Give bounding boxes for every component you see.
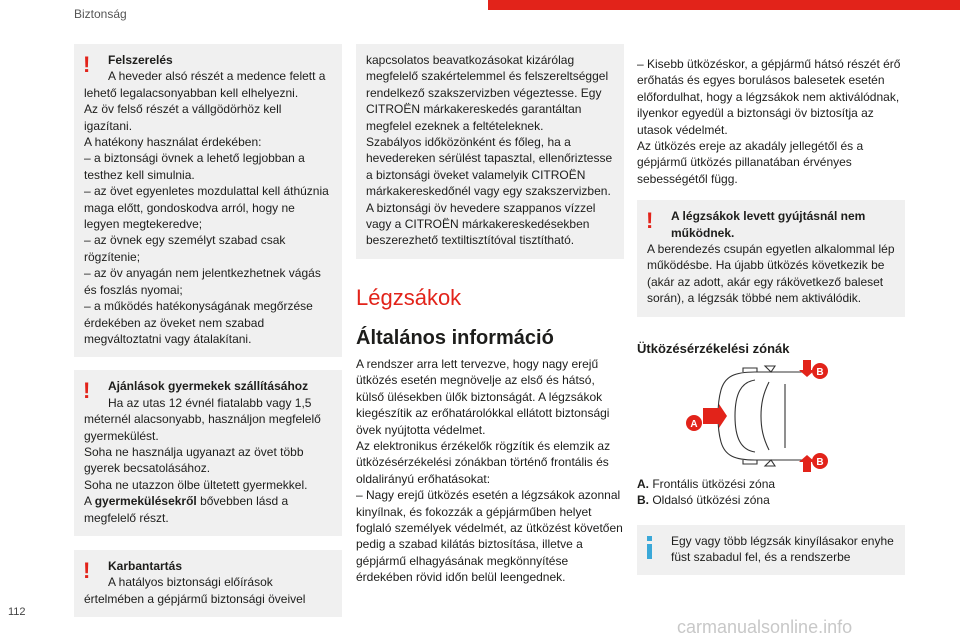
box-line: – az övet egyenletes mozdulattal kell áthúznia maga előtt, gondoskodva arról, hogy ne legyen megtekeredve; [84,184,329,232]
legend-text: Oldalsó ütközési zóna [652,493,770,508]
warning-icon: ! [646,208,654,234]
section-header: Biztonság [74,7,127,21]
body-text [356,356,624,586]
column-left [74,44,342,617]
info-icon [647,536,652,560]
paragraph: Az ütközés ereje az akadály jellegétől és a gépjármű ütközés pillanatában érvényes sebességétől függ. [637,139,864,186]
zone-b-label-top: B [816,366,824,378]
box-line: Egy vagy több légzsák kinyílásakor enyhe füst szabadul fel, és a rendszerbe [671,533,894,564]
warning-box-children [74,370,342,536]
section-heading-airbags: Légzsákok [356,284,462,310]
car-top-view-diagram [637,360,905,472]
box-line: Soha ne utazzon ölbe ültetett gyermekkel. [84,477,308,492]
warning-title: Felszerelés [108,53,173,67]
box-line: A hatékony használat érdekében: [84,135,262,150]
warning-box-ignition [637,200,905,316]
warning-box-continued [356,44,624,259]
warning-title: Ajánlások gyermekek szállításához [108,379,309,394]
warning-icon: ! [83,557,91,583]
watermark: carmanualsonline.info [677,617,853,637]
legend-text: Frontális ütközési zóna [652,476,776,491]
column-middle [356,44,624,586]
warning-icon: ! [83,378,91,404]
legend-item [637,492,905,508]
warning-title: A légzsákok levett gyújtásnál nem működnek. [671,209,866,240]
box-line: kapcsolatos beavatkozásokat kizárólag megfelelő szakértelemmel és felszereltséggel rendelkező szakszervizben végeztesse. Egy CITROËN márkakereskedés garantáltan megfelel ezeknek a feltételeknek. [366,53,609,133]
box-line: Az öv felső részét a vállgödörhöz kell igazítani. [84,102,282,133]
zones-heading: Ütközésérzékelési zónák [637,340,790,356]
paragraph: – Kisebb ütközéskor, a gépjármű hátsó részét érő erőhatás és egyes borulásos balesetek esetén előfordulhat, hogy a légzsákok nem aktiválódnak, ilyenkor egyedül a biztonsági öv biztosítja az utasok védelmét. [637,57,901,137]
text-span: bővebben lásd a megfelelő részt. [84,494,289,525]
column-right [637,44,905,575]
legend-item [637,476,905,492]
impact-zones-diagram [637,360,905,472]
bold-reference: gyermekülésekről [94,494,197,509]
box-line: A berendezés csupán egyetlen alkalommal lép működésbe. Ha újabb ütközés következik be (akár az adott, akár egy rákövetkező baleset során), a légzsák többé nem aktiválódik. [647,242,895,306]
box-line: – az öv anyagán nem jelentkezhetnek vágás és foszlás nyomai; [84,266,321,297]
box-line: – az övnek egy személyt szabad csak rögzítenie; [84,233,286,264]
legend-key: A. [637,476,649,491]
warning-box-installation [74,44,342,357]
paragraph: Az elektronikus érzékelők rögzítik és elemzik az ütközésérzékelési zónákban történő frontális és oldalirányú erőhatásokat: [356,438,611,486]
box-line: A heveder alsó részét a medence felett a lehető legalacsonyabban kell elhelyezni. [84,69,326,100]
diagram-legend [637,476,905,509]
info-box-smoke [637,525,905,576]
subsection-heading: Általános információ [356,326,554,349]
box-line: Szabályos időközönként és főleg, ha a hevedereken sérülést tapasztal, ellenőriztesse a biztonsági öveket valamelyik CITROËN márkakereskedőnél vagy egy szakszervizben. [366,135,613,199]
box-line: A biztonsági öv hevedere szappanos vízzel vagy a CITROËN márkakereskedésekben beszerezhető textiltisztítóval tisztítható. [366,200,596,248]
box-line: A hatályos biztonsági előírások értelmében a gépjármű biztonsági öveivel [84,575,306,606]
zone-b-label-bottom: B [816,456,824,468]
paragraph: A rendszer arra lett tervezve, hogy nagy erejű ütközés esetén megnövelje az első és hátsó, külső ülésekben ülők biztonságát. A légzsákok kiegészítik az erőhatárolókkal ellátott biztonsági övek nyújtotta védelmet. [356,356,610,437]
warning-title: Karbantartás [108,558,183,573]
page-number: 112 [8,606,26,618]
box-line: Soha ne használja ugyanazt az övet több gyerek becsatolásához. [84,444,304,476]
paragraph: – Nagy erejű ütközés esetén a légzsákok azonnal kinyílnak, és fokozzák a gépjárműben helyet foglaló személyek védelmét, az ütközést követően pedig a szabad kilátás biztosítása, illetve a gépjármű elhagyásának megkönnyítése érdekében rövid időn belül leengednek. [356,488,623,585]
box-line: – a biztonsági övnek a lehető legjobban a testhez kell simulnia. [84,151,305,182]
warning-icon: ! [83,52,91,77]
box-line: Ha az utas 12 évnél fiatalabb vagy 1,5 méternél alacsonyabb, használjon megfelelő gyermekülést. [84,395,321,443]
legend-key: B. [637,493,649,508]
box-line-reference [84,493,332,526]
warning-box-maintenance [74,550,342,617]
text-span: A [84,494,95,509]
box-line: – a működés hatékonyságának megőrzése érdekében az öveket nem szabad megváltoztatni vagy átalakítani. [84,299,313,346]
zone-a-label: A [690,418,698,430]
front-impact-arrow [703,404,727,428]
body-text [637,56,905,187]
header-red-bar [488,0,960,10]
